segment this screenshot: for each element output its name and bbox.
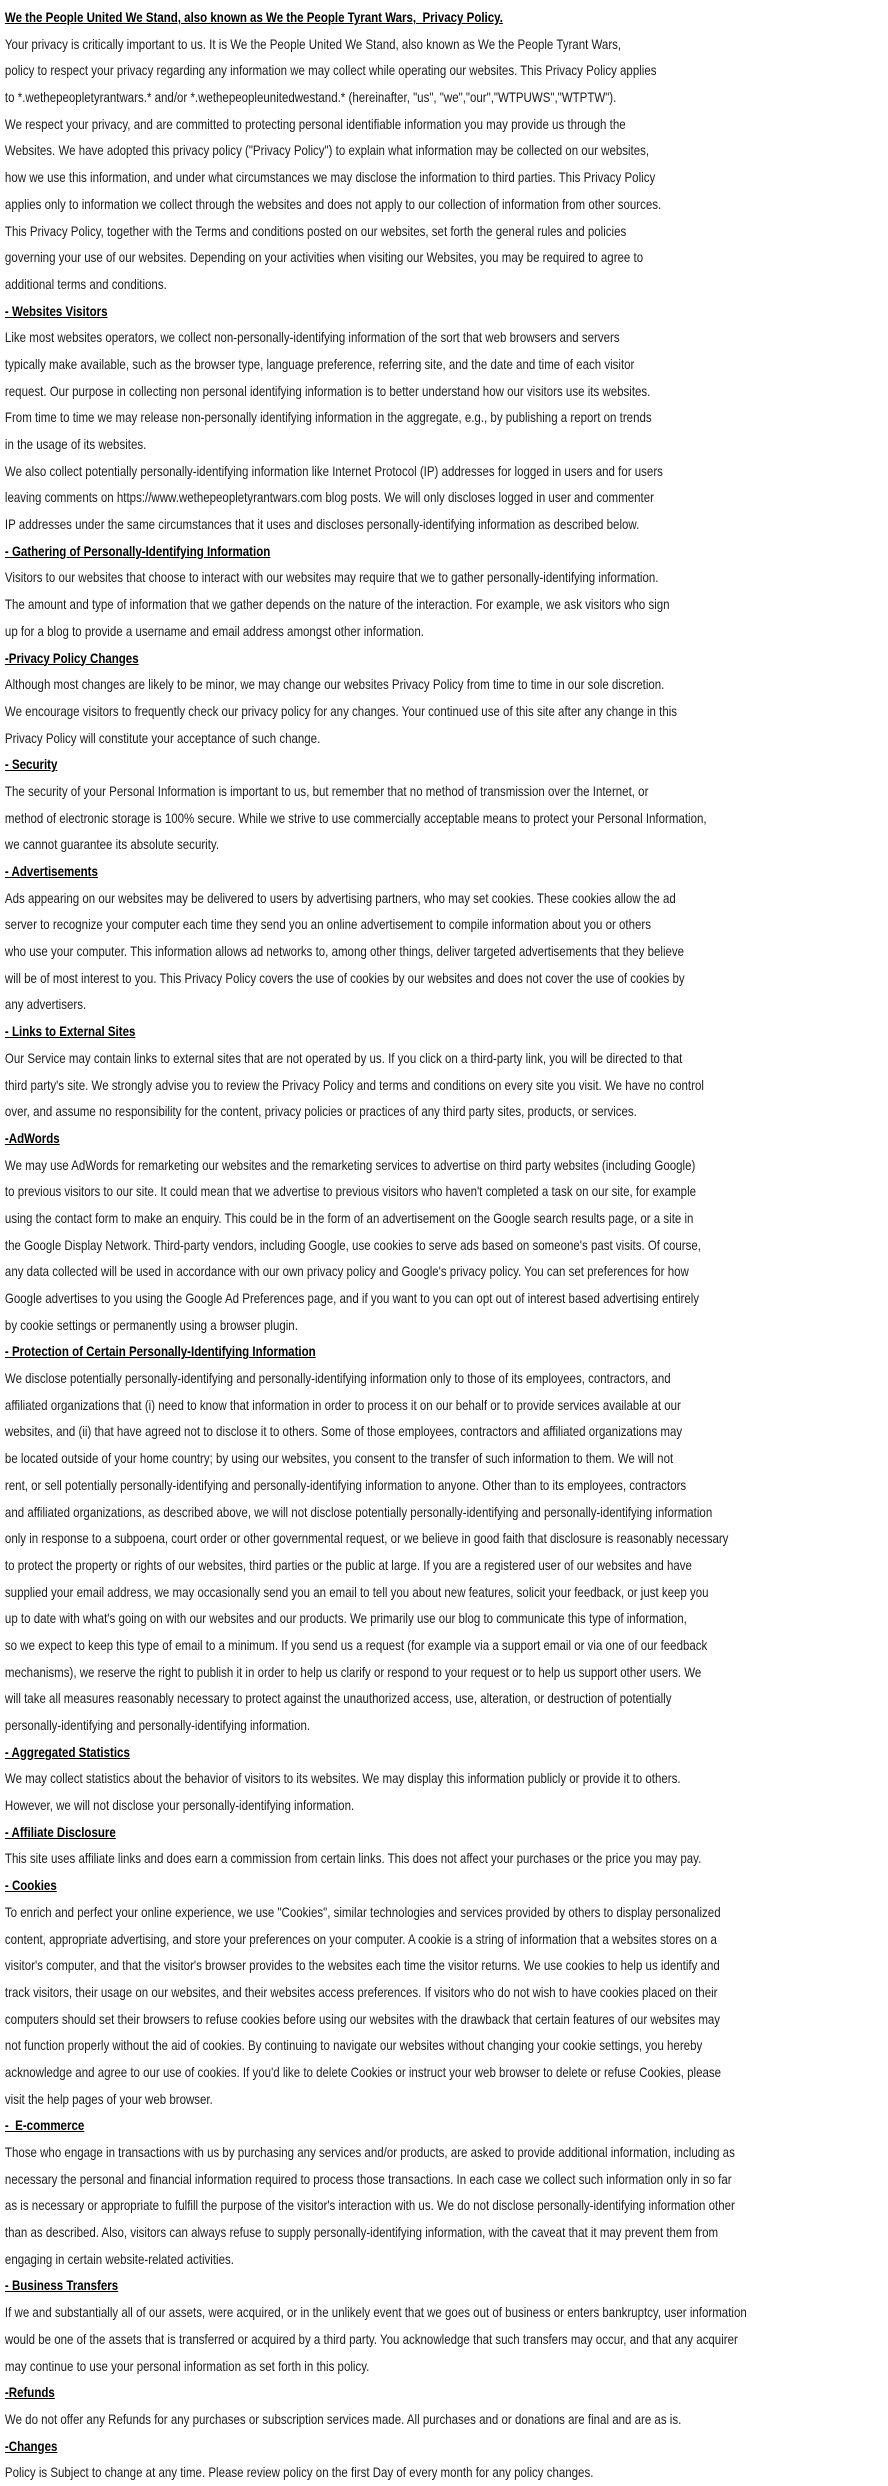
section-heading: - Websites Visitors	[4, 302, 108, 319]
policy-section	[5, 31, 886, 298]
policy-section	[5, 1739, 886, 1819]
document-sections	[5, 31, 886, 2486]
text-line: We may use AdWords for remarketing our websites and the remarketing services to advertise on third party websites (including Google)	[4, 1156, 696, 1173]
text-line: would be one of the assets that is transferred or acquired by a third party. You acknowledge that such transfers may occur, and that any acquirer	[4, 2330, 738, 2347]
text-line: to *.wethepeopletyrantwars.* and/or *.wethepeopleunitedwestand.* (hereinafter, "us", "we","our","WTPUWS","WTPTW").	[4, 89, 617, 106]
text-line: IP addresses under the same circumstances that it uses and discloses personally-identifying information as described below.	[4, 516, 640, 533]
text-line: acknowledge and agree to our use of cookies. If you'd like to delete Cookies or instruct your web browser to delete or refuse Cookies, please	[4, 2063, 722, 2080]
text-line: Websites. We have adopted this privacy policy ("Privacy Policy") to explain what information may be collected on our websites,	[4, 142, 650, 159]
text-line: applies only to information we collect through the websites and does not apply to our collection of information from other sources.	[4, 195, 662, 212]
text-line: up to date with what's going on with our websites and our products. We primarily use our blog to communicate this type of information,	[4, 1610, 687, 1627]
text-line: This site uses affiliate links and does earn a commission from certain links. This does not affect your purchases or the price you may pay.	[4, 1850, 702, 1867]
policy-section	[5, 1338, 886, 1738]
text-line: However, we will not disclose your personally-identifying information.	[4, 1797, 355, 1814]
text-line: Visitors to our websites that choose to interact with our websites may require that we to gather personally-identifying information.	[4, 569, 659, 586]
section-heading: -AdWords	[4, 1129, 60, 1146]
text-line: computers should set their browsers to refuse cookies before using our websites with the drawback that certain features of our websites may	[4, 2010, 721, 2027]
policy-section	[5, 1125, 886, 1339]
section-heading: - Business Transfers	[4, 2277, 119, 2294]
section-heading: - Advertisements	[4, 863, 98, 879]
text-line: as is necessary or appropriate to fulfill the purpose of the visitor's interaction with us. We do not disclose personally-identifying information other	[4, 2197, 735, 2214]
text-line: The amount and type of information that we gather depends on the nature of the interaction. For example, we ask visitors who sign	[4, 596, 670, 613]
policy-section	[5, 1872, 886, 2112]
text-line: who use your computer. This information allows ad networks to, among other things, deliver targeted advertisements that they believe	[4, 943, 685, 960]
text-line: server to recognize your computer each time they send you an online advertisement to compile information about you or others	[4, 916, 652, 933]
section-heading: - Affiliate Disclosure	[4, 1823, 116, 1840]
policy-section	[5, 751, 886, 858]
policy-section	[5, 2272, 886, 2379]
text-line: we cannot guarantee its absolute security.	[4, 836, 220, 853]
text-line: using the contact form to make an enquiry. This could be in the form of an advertisement on the Google search results page, or a site in	[4, 1209, 694, 1226]
text-line: From time to time we may release non-personally identifying information in the aggregate, e.g., by publishing a report on trends	[4, 409, 652, 426]
section-heading: - E-commerce	[4, 2117, 85, 2134]
text-line: governing your use of our websites. Depending on your activities when visiting our Websites, you may be required to agree to	[4, 249, 644, 266]
text-line: visit the help pages of your web browser.	[4, 2090, 213, 2107]
policy-section	[5, 2379, 886, 2432]
text-line: policy to respect your privacy regarding any information we may collect while operating our websites. This Privacy Policy applies	[4, 62, 657, 79]
text-line: to previous visitors to our site. It could mean that we advertise to previous visitors who haven't completed a task on our site, for example	[4, 1183, 697, 1200]
text-line: Ads appearing on our websites may be delivered to users by advertising partners, who may set cookies. These cookies allow the ad	[4, 889, 676, 906]
text-line: We disclose potentially personally-identifying and personally-identifying information only to those of its employees, contractors, and	[4, 1370, 671, 1387]
section-heading: - Aggregated Statistics	[4, 1743, 130, 1760]
text-line: not function properly without the aid of cookies. By continuing to navigate our websites without changing your cookie settings, you hereby	[4, 2037, 703, 2054]
section-heading: - Protection of Certain Personally-Identifying Information	[4, 1343, 316, 1360]
section-heading: -Privacy Policy Changes	[4, 649, 139, 666]
policy-section	[5, 858, 886, 1018]
text-line: how we use this information, and under what circumstances we may disclose the information to third parties. This Privacy Policy	[4, 169, 656, 186]
text-line: only in response to a subpoena, court order or other governmental request, or we believe in good faith that disclosure is reasonably necessary	[4, 1530, 729, 1547]
text-line: If we and substantially all of our assets, were acquired, or in the unlikely event that we goes out of business or enters bankruptcy, user information	[4, 2304, 747, 2321]
text-line: This Privacy Policy, together with the Terms and conditions posted on our websites, set forth the general rules and policies	[4, 222, 627, 239]
document-title: We the People United We Stand, also known as We the People Tyrant Wars, Privacy Policy.	[4, 9, 503, 25]
text-line: over, and assume no responsibility for the content, privacy policies or practices of any third party sites, products, or services.	[4, 1103, 637, 1120]
text-line: Policy is Subject to change at any time. Please review policy on the first Day of every month for any policy changes.	[4, 2464, 594, 2481]
text-line: leaving comments on https://www.wethepeopletyrantwars.com blog posts. We will only discloses logged in user and commenter	[4, 489, 654, 506]
text-line: personally-identifying and personally-identifying information.	[4, 1717, 311, 1733]
text-line: websites, and (ii) that have agreed not to disclose it to others. Some of those employees, contractors and affiliated organizations may	[4, 1423, 683, 1440]
text-line: be located outside of your home country; by using our websites, you consent to the transfer of such information to them. We will not	[4, 1450, 674, 1467]
text-line: will be of most interest to you. This Privacy Policy covers the use of cookies by our websites and does not cover the use of cookies by	[4, 969, 685, 986]
text-line: We also collect potentially personally-identifying information like Internet Protocol (IP) addresses for logged in users and for users	[4, 462, 663, 479]
text-line: Like most websites operators, we collect non-personally-identifying information of the sort that web browsers and servers	[4, 329, 620, 346]
text-line: We do not offer any Refunds for any purchases or subscription services made. All purchases and or donations are final and are as is.	[4, 2410, 682, 2427]
text-line: typically make available, such as the browser type, language preference, referring site, and the date and time of each visitor	[4, 355, 635, 372]
text-line: Google advertises to you using the Google Ad Preferences page, and if you want to you can opt out of interest based advertising entirely	[4, 1290, 700, 1306]
text-line: necessary the personal and financial information required to process those transactions. In each case we collect such information only in so far	[4, 2170, 732, 2187]
section-heading: -Changes	[4, 2437, 58, 2454]
text-line: track visitors, their usage on our websites, and their websites access preferences. If visitors who do not wish to have cookies placed on their	[4, 1983, 718, 2000]
text-line: Our Service may contain links to external sites that are not operated by us. If you click on a third-party link, you will be directed to that	[4, 1049, 683, 1066]
text-line: The security of your Personal Information is important to us, but remember that no method of transmission over the Internet, or	[4, 782, 649, 799]
text-line: may continue to use your personal information as set forth in this policy.	[4, 2357, 370, 2374]
text-line: rent, or sell potentially personally-identifying and personally-identifying information to anyone. Other than to its employees, contractors	[4, 1476, 687, 1493]
text-line: We respect your privacy, and are committed to protecting personal identifiable information you may provide us through the	[4, 115, 626, 132]
text-line: Privacy Policy will constitute your acceptance of such change.	[4, 729, 321, 746]
text-line: visitor's computer, and that the visitor's browser provides to the websites each time the visitor returns. We use cookies to help us identify and	[4, 1957, 720, 1974]
section-heading: -Refunds	[4, 2384, 55, 2401]
text-line: Your privacy is critically important to us. It is We the People United We Stand, also known as We the People Tyrant Wars,	[4, 35, 622, 52]
policy-section	[5, 538, 886, 645]
policy-section	[5, 645, 886, 752]
policy-section	[5, 2112, 886, 2272]
text-line: request. Our purpose in collecting non personal identifying information is to better understand how our visitors use its websites.	[4, 382, 651, 399]
section-heading: - Cookies	[4, 1877, 57, 1894]
text-line: engaging in certain website-related activities.	[4, 2250, 234, 2267]
text-line: by cookie settings or permanently using a browser plugin.	[4, 1316, 298, 1333]
text-line: any advertisers.	[4, 996, 87, 1013]
text-line: in the usage of its websites.	[4, 436, 147, 452]
text-line: and affiliated organizations, as described above, we will not disclose potentially personally-identifying and personally-identifying information	[4, 1503, 713, 1520]
text-line: Although most changes are likely to be minor, we may change our websites Privacy Policy from time to time in our sole discretion.	[4, 676, 665, 693]
policy-section	[5, 1819, 886, 1872]
text-line: to protect the property or rights of our websites, third parties or the public at large. If you are a registered user of our websites and have	[4, 1556, 692, 1573]
policy-section	[5, 1018, 886, 1125]
text-line: so we expect to keep this type of email to a minimum. If you send us a request (for example via a support email or via one of our feedback	[4, 1636, 708, 1653]
text-line: content, appropriate advertising, and store your preferences on your computer. A cookie is a string of information that a websites stores on a	[4, 1930, 717, 1947]
text-line: up for a blog to provide a username and email address amongst other information.	[4, 622, 424, 639]
section-heading: - Gathering of Personally-Identifying Information	[4, 542, 271, 559]
text-line: method of electronic storage is 100% secure. While we strive to use commercially acceptable means to protect your Personal Information,	[4, 809, 707, 826]
text-line: Those who engage in transactions with us by purchasing any services and/or products, are asked to provide additional information, including as	[4, 2144, 735, 2160]
text-line: We may collect statistics about the behavior of visitors to its websites. We may display this information publicly or provide it to others.	[4, 1770, 681, 1787]
text-line: We encourage visitors to frequently check our privacy policy for any changes. Your continued use of this site after any change in this	[4, 702, 678, 719]
text-line: third party's site. We strongly advise you to review the Privacy Policy and terms and conditions on every site you visit. We have no control	[4, 1076, 704, 1093]
text-line: affiliated organizations that (i) need to know that information in order to process it on our behalf or to provide services available at our	[4, 1396, 681, 1413]
policy-section	[5, 298, 886, 538]
section-heading: - Links to External Sites	[4, 1023, 136, 1040]
policy-section	[5, 2433, 886, 2486]
text-line: will take all measures reasonably necessary to protect against the unauthorized access, use, alteration, or destruction of potentially	[4, 1690, 672, 1707]
text-line: supplied your email address, we may occasionally send you an email to tell you about new features, solicit your feedback, or just keep you	[4, 1583, 709, 1600]
text-line: To enrich and perfect your online experience, we use "Cookies", similar technologies and services provided by others to display personalized	[4, 1903, 721, 1920]
text-line: mechanisms), we reserve the right to publish it in order to help us clarify or respond to your request or to help us support other users. We	[4, 1663, 702, 1680]
text-line: than as described. Also, visitors can always refuse to supply personally-identifying information, with the caveat that it may prevent them from	[4, 2224, 719, 2241]
text-line: additional terms and conditions.	[4, 275, 167, 292]
text-line: any data collected will be used in accordance with our own privacy policy and Google's privacy policy. You can set preferences for how	[4, 1263, 689, 1280]
text-line: the Google Display Network. Third-party vendors, including Google, use cookies to serve ads based on someone's past visits. Of course,	[4, 1236, 701, 1253]
section-heading: - Security	[4, 756, 58, 773]
